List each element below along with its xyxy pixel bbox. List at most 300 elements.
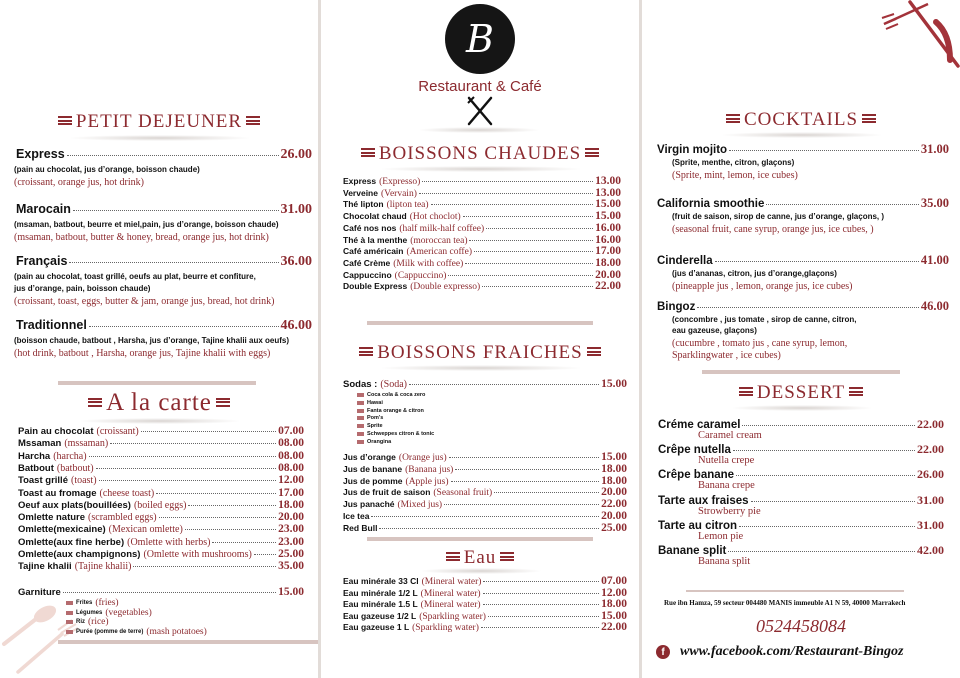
menu-panel-left [0, 0, 318, 678]
menu-panel-right [642, 0, 960, 678]
item-price: 46.00 [280, 318, 312, 333]
item-name: Toast grillé [18, 475, 68, 487]
item-name: Légumes [76, 609, 103, 616]
dotted-leader [733, 450, 915, 451]
menu-item [18, 437, 304, 449]
item-price: 41.00 [920, 253, 949, 267]
item-translation: (Mineral water) [420, 600, 481, 611]
facebook-url: www.facebook.com/Restaurant-Bingoz [680, 644, 904, 659]
item-name: Toast au fromage [18, 487, 97, 499]
item-price: 20.00 [601, 510, 627, 522]
item-price: 20.00 [278, 511, 304, 524]
divider [58, 381, 256, 385]
item-price: 31.00 [917, 492, 944, 507]
item-price: 16.00 [595, 233, 621, 246]
item-translation: (lipton tea) [386, 200, 429, 211]
bullet-square [357, 416, 364, 420]
item-price: 26.00 [917, 467, 944, 482]
a-la-carte-title: A la carte [0, 389, 318, 417]
item-price: 25.00 [601, 521, 627, 534]
menu-item [343, 257, 621, 269]
item-translation: (Hot choclot) [409, 212, 461, 223]
dotted-leader [751, 501, 915, 502]
menu-item [343, 222, 621, 234]
item-name: Ice tea [343, 511, 370, 521]
item-name: Omlette(aux champignons) [18, 549, 141, 560]
garniture-item [66, 617, 109, 627]
dotted-leader [481, 627, 599, 628]
item-name: Virgin mojito [657, 144, 728, 156]
dotted-leader [254, 554, 276, 555]
item-translation: (Mexican omlette) [108, 524, 183, 536]
item-price: 07.00 [601, 575, 627, 587]
item-translation: (croissant, orange jus, hot drink) [14, 177, 144, 188]
item-translation: (boiled eggs) [133, 499, 187, 511]
item-description: eau gazeuse, glaçons) [672, 326, 757, 335]
dotted-leader [474, 251, 593, 252]
dotted-leader [729, 150, 919, 151]
item-translation: (Expresso) [379, 177, 421, 187]
item-name: Cinderella [657, 255, 713, 267]
item-name: Créme caramel [658, 419, 741, 431]
menu-item [343, 210, 621, 222]
bullet-square [66, 611, 73, 615]
item-name: Omlette(mexicaine) [18, 524, 106, 536]
item-translation: (scrambled eggs) [88, 512, 157, 524]
title-underline [70, 135, 250, 141]
item-price: 12.00 [278, 474, 304, 487]
item-name: Jus panaché [343, 499, 395, 510]
divider [58, 640, 318, 644]
menu-item [18, 523, 304, 535]
menu-item [343, 610, 627, 622]
title-underline [381, 365, 581, 371]
item-name: Crêpe nutella [658, 444, 731, 457]
garniture-item [66, 598, 119, 608]
menu-item [343, 378, 627, 390]
menu-item [18, 425, 304, 437]
item-translation: (Mineral water) [421, 577, 482, 587]
item-price: 31.00 [280, 202, 312, 217]
menu-item [343, 198, 621, 210]
item-price: 13.00 [595, 175, 621, 187]
menu-item [18, 548, 304, 560]
phone-number: 0524458084 [756, 616, 846, 636]
item-translation: (Sprite, mint, lemon, ice cubes) [672, 170, 798, 181]
item-name: Express [343, 176, 377, 186]
item-translation: (Seasonal fruit) [433, 488, 493, 499]
item-translation: (Orange jus) [398, 453, 447, 463]
item-name: Purée (pomme de terre) [76, 628, 144, 635]
bullet-square [357, 432, 364, 436]
dotted-leader [483, 593, 600, 594]
item-translation: (Omlette with herbs) [127, 536, 211, 548]
menu-item [18, 511, 304, 523]
menu-item [343, 498, 627, 510]
address: Rue ibn Hamza, 59 secteur 004480 MANIS immeuble A1 N 59, 40000 Marrakech [664, 599, 906, 607]
bullet-square [357, 440, 364, 444]
menu-item [343, 451, 627, 463]
item-name: Batbout [18, 462, 54, 474]
menu-item [16, 254, 312, 270]
item-name: Tajine khalii [18, 561, 72, 573]
dotted-leader [488, 616, 599, 617]
item-name: Sodas : [343, 379, 378, 390]
dotted-leader [449, 457, 599, 458]
item-price: 15.00 [595, 198, 621, 211]
menu-item [343, 280, 621, 292]
dotted-leader [419, 193, 593, 194]
dotted-leader [715, 261, 919, 262]
dotted-leader [133, 566, 276, 567]
dotted-leader [73, 210, 279, 211]
item-price: 15.00 [601, 609, 627, 622]
item-price: 17.00 [278, 486, 304, 499]
item-name: Banane split [658, 545, 727, 557]
menu-item [343, 187, 621, 199]
dotted-leader [431, 204, 594, 205]
menu-item [657, 299, 949, 314]
item-name: Chocolat chaud [343, 211, 407, 222]
dotted-leader [469, 240, 593, 241]
item-price: 07.00 [278, 425, 304, 437]
item-translation: (batbout) [56, 462, 94, 474]
item-translation: (seasonal fruit, cane syrup, orange jus, ice cubes, ) [672, 224, 874, 235]
item-translation: (cheese toast) [99, 487, 155, 499]
dotted-leader [89, 456, 277, 457]
item-translation: (Banana jus) [405, 464, 454, 475]
dotted-leader [766, 204, 919, 205]
item-description: (jus d’ananas, citron, jus d’orange,glaçons) [672, 269, 837, 278]
item-price: 12.00 [601, 586, 627, 599]
item-price: 22.00 [595, 280, 621, 293]
item-translation: (Soda) [380, 379, 407, 390]
menu-item [343, 510, 627, 522]
soda-item [357, 400, 383, 406]
item-price: 18.00 [601, 462, 627, 475]
item-translation: (mash potatoes) [146, 626, 207, 637]
soda-name: Orangina [367, 438, 392, 445]
item-name: Omlette(aux fine herbe) [18, 536, 125, 548]
item-price: 18.00 [601, 598, 627, 611]
dotted-leader [444, 504, 599, 505]
menu-item [657, 196, 949, 211]
item-translation: (harcha) [53, 450, 87, 462]
dotted-leader [96, 468, 277, 469]
item-price: 20.00 [595, 268, 621, 281]
item-price: 26.00 [280, 147, 312, 162]
menu-item [343, 587, 627, 599]
bullet-square [66, 601, 73, 605]
item-translation: (Milk with coffee) [393, 258, 464, 269]
menu-item [343, 522, 627, 534]
menu-item [657, 142, 949, 157]
dotted-leader [465, 263, 593, 264]
soda-item [357, 439, 391, 445]
bullet-square [357, 424, 364, 428]
dotted-leader [67, 155, 279, 156]
garniture-item [66, 627, 207, 637]
item-description: jus d’orange, pain, boisson chaude) [14, 284, 151, 293]
dotted-leader [463, 216, 593, 217]
item-translation: (Omlette with mushrooms) [143, 549, 252, 560]
dotted-leader [486, 228, 593, 229]
menu-item [16, 147, 312, 163]
item-translation: (croissant, toast, eggs, butter & jam, orange jus, bread, hot drink) [14, 296, 275, 307]
crossed-cutlery-icon [467, 96, 493, 126]
soda-item [357, 431, 434, 437]
menu-item [343, 245, 621, 257]
item-name: Eau gazeuse 1/2 L [343, 610, 417, 621]
item-translation: (Sparkling water) [419, 611, 486, 622]
soda-name: Pom's [367, 415, 384, 422]
item-translation: (vegetables) [105, 607, 152, 618]
petit-dejeuner-title: PETIT DEJEUNER [0, 111, 318, 133]
item-price: 18.00 [601, 474, 627, 487]
soda-name: Schweppes citron & tonic [367, 431, 435, 437]
item-name: Café Crème [343, 257, 391, 268]
item-name: Eau minérale 1/2 L [343, 587, 418, 598]
menu-item [18, 474, 304, 486]
item-name: Mssaman [18, 438, 62, 450]
item-price: 25.00 [278, 548, 304, 560]
soda-item [357, 423, 383, 429]
item-price: 08.00 [278, 437, 304, 450]
item-name: Red Bull [343, 522, 378, 533]
divider [702, 370, 900, 374]
soda-name: Coca cola & coca zero [367, 392, 426, 398]
dotted-leader [185, 529, 276, 530]
item-name: Tarte au citron [658, 519, 738, 532]
menu-panel-center [321, 0, 639, 678]
dotted-leader [156, 493, 276, 494]
dotted-leader [110, 443, 276, 444]
item-name: Français [16, 254, 68, 268]
dotted-leader [736, 475, 915, 476]
menu-item [657, 253, 949, 268]
dessert-title: DESSERT [642, 382, 960, 404]
soda-name: Fanta orange & citron [367, 407, 424, 414]
facebook-link[interactable] [656, 644, 904, 660]
dotted-leader [188, 505, 276, 506]
item-name: Riz [76, 619, 85, 625]
item-name: Eau minérale 1.5 L [343, 599, 418, 610]
item-translation: Banana crepe [698, 480, 755, 492]
item-translation: Lemon pie [698, 530, 744, 542]
soda-item [357, 392, 425, 398]
item-translation: (American coffe) [406, 247, 472, 258]
item-translation: (mssaman) [64, 438, 109, 450]
item-name: Marocain [16, 202, 71, 216]
dotted-leader [422, 181, 593, 182]
item-description: (boisson chaude, batbout , Harsha, jus d’orange, Tajine khalii aux oeufs) [14, 336, 290, 345]
item-price: 18.00 [595, 256, 621, 269]
dotted-leader [69, 262, 278, 263]
dotted-leader [482, 286, 593, 287]
menu-item [16, 318, 312, 334]
item-name: Harcha [18, 450, 51, 462]
item-price: 22.00 [917, 442, 944, 457]
item-name: Jus d’orange [343, 452, 396, 462]
item-price: 22.00 [917, 417, 944, 431]
item-translation: (hot drink, batbout , Harsha, orange jus, Tajine khalii with eggs) [14, 348, 271, 359]
item-translation: Sparklingwater , ice cubes) [672, 350, 781, 361]
title-underline [80, 418, 240, 424]
menu-item [343, 269, 621, 281]
menu-item [18, 499, 304, 511]
item-price: 16.00 [595, 221, 621, 234]
dotted-leader [494, 492, 599, 493]
menu-item [18, 586, 304, 598]
item-name: Bingoz [657, 301, 696, 313]
item-translation: Strowberry pie [698, 505, 761, 517]
item-name: Tarte aux fraises [658, 494, 749, 507]
divider [367, 537, 593, 541]
dotted-leader [739, 526, 915, 527]
dotted-leader [99, 480, 277, 481]
dotted-leader [159, 517, 276, 518]
item-price: 22.00 [601, 498, 627, 511]
soda-item [357, 415, 383, 421]
item-description: (Sprite, menthe, citron, glaçons) [672, 158, 795, 167]
item-price: 15.00 [595, 210, 621, 223]
dotted-leader [371, 516, 599, 517]
item-price: 22.00 [601, 621, 627, 634]
menu-item [343, 234, 621, 246]
item-price: 08.00 [278, 461, 304, 474]
item-price: 15.00 [601, 378, 627, 390]
title-underline [421, 568, 541, 574]
facebook-icon: f [656, 645, 670, 659]
restaurant-logo: B [445, 4, 515, 74]
item-name: Pain au chocolat [18, 426, 94, 437]
item-translation: (Sparkling water) [412, 623, 479, 634]
item-description: (concombre , jus tomate , sirop de canne, citron, [672, 315, 857, 324]
item-translation: (cucumbre , tomato jus , cane syrup, lemon, [672, 338, 848, 349]
bullet-square [66, 620, 73, 624]
item-translation: (Cappuccino) [394, 270, 447, 281]
logo-underline [419, 127, 539, 133]
item-translation: (Tajine khalii) [74, 561, 132, 573]
item-price: 31.00 [917, 517, 944, 532]
item-price: 23.00 [278, 535, 304, 548]
boissons-fraiches-title: BOISSONS FRAICHES [321, 342, 639, 364]
item-name: Oeuf aux plats(bouillées) [18, 499, 131, 511]
menu-item [18, 462, 304, 474]
item-name: Crêpe banane [658, 469, 735, 482]
menu-item [343, 621, 627, 633]
menu-item [343, 486, 627, 498]
item-price: 18.00 [278, 498, 304, 511]
menu-item [343, 575, 627, 587]
soda-item [357, 408, 424, 414]
item-price: 08.00 [278, 449, 304, 462]
item-name: Jus de pomme [343, 475, 403, 486]
item-description: (pain au chocolat, jus d’orange, boisson chaude) [14, 165, 200, 174]
item-translation: (Apple jus) [405, 476, 449, 487]
item-price: 42.00 [917, 543, 944, 557]
dotted-leader [742, 425, 915, 426]
dotted-leader [451, 481, 600, 482]
item-translation: (croissant) [96, 426, 139, 437]
item-price: 13.00 [595, 186, 621, 199]
dotted-leader [89, 326, 279, 327]
item-name: Double Express [343, 281, 408, 292]
soda-name: Sprite [367, 423, 383, 430]
item-name: Jus de banane [343, 463, 403, 474]
bullet-square [66, 630, 73, 634]
item-price: 31.00 [920, 142, 949, 156]
item-name: Frites [76, 600, 93, 606]
item-name: Jus de fruit de saison [343, 487, 431, 498]
bullet-square [357, 393, 364, 397]
title-underline [381, 166, 581, 172]
item-translation: (Mineral water) [420, 588, 481, 599]
menu-item [343, 598, 627, 610]
item-price: 35.00 [278, 560, 304, 573]
eau-title: Eau [321, 547, 639, 569]
item-translation: (rice) [88, 617, 109, 627]
item-price: 23.00 [278, 523, 304, 536]
item-translation: (msaman, batbout, butter & honey, bread, orange jus, hot drink) [14, 232, 269, 243]
menu-item [16, 202, 312, 218]
menu-item [18, 536, 304, 548]
item-name: Café nos nos [343, 222, 397, 233]
item-translation: (pineapple jus , lemon, orange jus, ice cubes) [672, 281, 853, 292]
item-translation: Nutella crepe [698, 455, 755, 467]
title-underline [732, 405, 872, 411]
title-underline [722, 132, 882, 138]
garniture-item [66, 608, 152, 618]
dotted-leader [483, 581, 599, 582]
menu-item [18, 487, 304, 499]
item-translation: (Mixed jus) [397, 500, 443, 511]
menu-item [343, 475, 627, 487]
item-price: 17.00 [595, 245, 621, 258]
item-translation: (toast) [70, 475, 97, 487]
menu-item [18, 560, 304, 572]
item-price: 35.00 [920, 196, 949, 210]
item-price: 20.00 [601, 486, 627, 499]
fork-knife-icon [880, 0, 960, 76]
divider [686, 590, 904, 592]
item-name: Verveine [343, 187, 378, 198]
item-name: Thé lipton [343, 199, 384, 210]
item-name: Eau gazeuse 1 L [343, 622, 410, 633]
dotted-leader [455, 469, 599, 470]
item-name: Omlette nature [18, 512, 86, 524]
item-price: 15.00 [601, 451, 627, 463]
item-name: Express [16, 147, 65, 161]
divider [367, 321, 593, 325]
menu-item [343, 175, 621, 187]
dotted-leader [728, 551, 915, 552]
bullet-square [357, 409, 364, 413]
item-name: California smoothie [657, 198, 765, 210]
menu-item [343, 463, 627, 475]
dotted-leader [448, 275, 593, 276]
item-translation: (fries) [95, 598, 119, 608]
soda-name: Hawai [367, 399, 383, 406]
item-translation: (moroccan tea) [410, 235, 468, 246]
item-translation: Banana split [698, 556, 751, 567]
dotted-leader [212, 542, 276, 543]
item-name: Café américain [343, 246, 404, 257]
item-price: 15.00 [278, 586, 304, 598]
menu-item [18, 450, 304, 462]
item-name: Garniture [18, 587, 61, 598]
cocktails-title: COCKTAILS [642, 109, 960, 131]
